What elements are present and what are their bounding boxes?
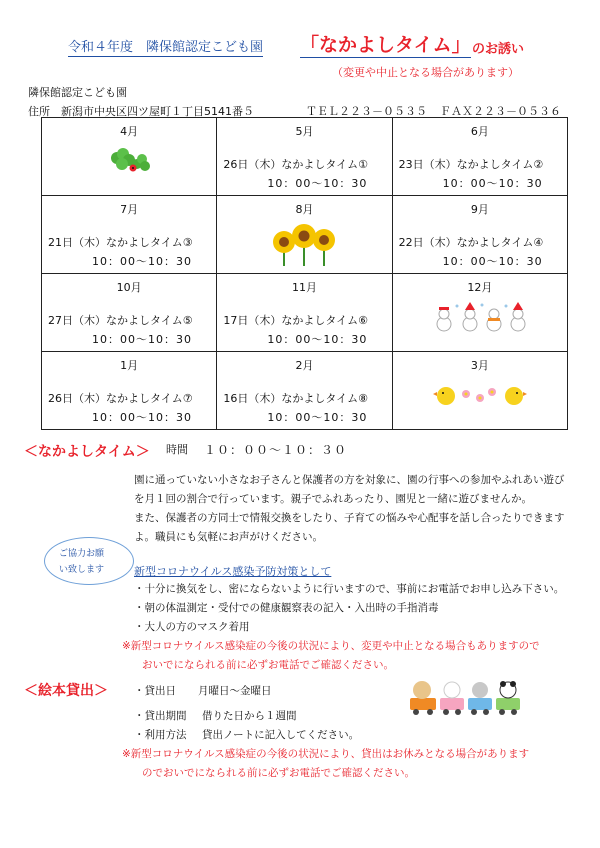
calendar-cell <box>392 118 567 196</box>
month-label: 11月 <box>291 281 317 294</box>
month-label: 3月 <box>470 359 489 372</box>
event-time: 10：00～10：30 <box>267 411 368 424</box>
event-time: 10：00～10：30 <box>267 333 368 346</box>
intro-line-3: また、保護者の方同士で情報交換をしたり、子育ての悩みや心配事を話し合ったりできます <box>134 512 565 524</box>
calendar-cell <box>42 196 217 274</box>
month-label: 6月 <box>470 125 489 138</box>
animal-train-icon <box>408 672 528 720</box>
time-label: 時間 <box>166 443 188 456</box>
calendar-cell <box>392 352 567 430</box>
lending-method-label: ・利用方法 <box>134 729 187 741</box>
page-title-suffix: のお誘い <box>472 42 525 57</box>
nakayoshi-heading: ＜なかよしタイム＞ <box>24 444 150 460</box>
bubble-line-2: い致します <box>59 565 105 575</box>
snowman-icon <box>393 300 567 337</box>
facility-fax: ＦＡＸ２２３－０５３６ <box>440 105 561 118</box>
month-label: 10月 <box>116 281 142 294</box>
calendar-cell <box>217 274 392 352</box>
event-label: 27日（木）なかよしタイム⑤ <box>48 314 193 327</box>
facility-name: 隣保館認定こども園 <box>28 86 127 99</box>
lending-day-label: ・貸出日 <box>134 685 176 697</box>
calendar-cell <box>42 274 217 352</box>
event-time: 10：00～10：30 <box>442 255 543 268</box>
calendar-cell <box>42 352 217 430</box>
facility-tel: ＴＥＬ２２３－０５３５ <box>306 105 427 118</box>
month-label: 5月 <box>295 125 314 138</box>
covid-measures-link[interactable]: 新型コロナウイルス感染予防対策として <box>134 565 332 578</box>
lending-heading: ＜絵本貸出＞ <box>24 683 108 699</box>
month-label: 2月 <box>295 359 314 372</box>
covid-warning-1: ※新型コロナウイルス感染症の今後の状況により、変更や中止となる場合もありますので <box>122 640 540 652</box>
covid-warning-2: おいでになられる前に必ずお電話でご確認ください。 <box>142 659 394 671</box>
covid-item-1: ・十分に換気をし、密にならないように行いますので、事前にお電話でお申し込み下さい。 <box>134 583 565 595</box>
sunflower-icon <box>217 222 391 269</box>
calendar-cell <box>217 196 392 274</box>
page-title: 「なかよしタイム」 <box>300 30 471 58</box>
intro-line-2: を月１回の割合で行っています。親子でふれあったり、園児と一緒に遊びませんか。 <box>134 493 533 505</box>
intro-line-1: 園に通っていない小さなお子さんと保護者の方を対象に、園の行事への参加やふれあい遊び <box>134 474 565 486</box>
lending-period-label: ・貸出期間 <box>134 710 187 722</box>
chick-icon <box>393 378 567 415</box>
lending-warning-1: ※新型コロナウイルス感染症の今後の状況により、貸出はお休みとなる場合があります <box>122 748 530 760</box>
month-label: 8月 <box>295 203 314 216</box>
event-label: 26日（木）なかよしタイム⑦ <box>48 392 193 405</box>
month-label: 12月 <box>467 281 493 294</box>
event-label: 22日（木）なかよしタイム④ <box>398 236 544 249</box>
intro-line-4: よ。職員にも気軽にお声がけください。 <box>134 531 323 543</box>
month-label: 9月 <box>470 203 489 216</box>
calendar-cell <box>42 118 217 196</box>
calendar-cell <box>217 118 392 196</box>
lending-warning-2: のでおいでになられる前に必ずお電話でご確認ください。 <box>142 767 415 779</box>
calendar-cell <box>217 352 392 430</box>
event-time: 10：00～10：30 <box>92 411 192 424</box>
calendar-cell <box>392 274 567 352</box>
event-time: 10：00～10：30 <box>92 333 192 346</box>
time-value: １０：００～１０：３０ <box>204 443 348 457</box>
clover-icon <box>42 144 216 181</box>
change-notice: （変更や中止となる場合があります） <box>332 66 519 79</box>
event-label: 26日（木）なかよしタイム① <box>223 158 368 171</box>
header-subtitle: 令和４年度 隣保館認定こども園 <box>68 36 263 57</box>
month-label: 4月 <box>120 125 139 138</box>
event-label: 17日（木）なかよしタイム⑥ <box>223 314 368 327</box>
event-label: 16日（木）なかよしタイム⑧ <box>223 392 368 405</box>
covid-item-3: ・大人の方のマスク着用 <box>134 621 250 633</box>
bubble-line-1: ご協力お願 <box>59 549 105 559</box>
event-label: 21日（木）なかよしタイム③ <box>48 236 193 249</box>
event-time: 10：00～10：30 <box>442 177 543 190</box>
covid-item-2: ・朝の体温測定・受付での健康観察表の記入・入出時の手指消毒 <box>134 602 439 614</box>
facility-address: 住所 新潟市中央区四ツ屋町１丁目5141番５ <box>28 105 254 118</box>
event-time: 10：00～10：30 <box>267 177 368 190</box>
event-time: 10：00～10：30 <box>92 255 192 268</box>
lending-period-value: 借りた日から１週間 <box>202 710 297 722</box>
cooperation-bubble <box>44 537 134 585</box>
month-label: 1月 <box>120 359 139 372</box>
month-label: 7月 <box>120 203 139 216</box>
lending-method-value: 貸出ノートに記入してください。 <box>202 729 360 741</box>
lending-day-value: 月曜日～金曜日 <box>198 685 272 697</box>
calendar-table <box>41 117 568 430</box>
event-label: 23日（木）なかよしタイム② <box>398 158 544 171</box>
calendar-cell <box>392 196 567 274</box>
